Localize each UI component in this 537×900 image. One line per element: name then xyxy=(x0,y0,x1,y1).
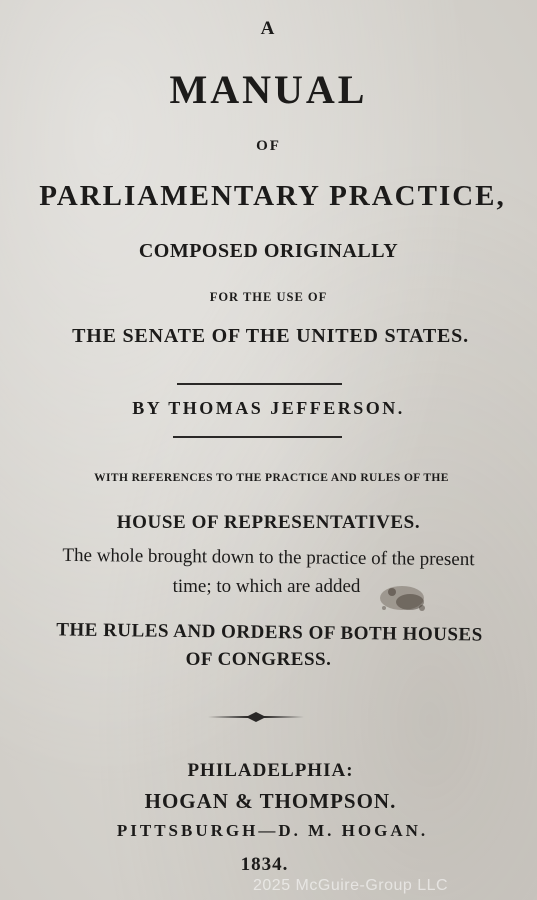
composed-line: COMPOSED ORIGINALLY xyxy=(138,240,399,262)
imprint-branch: PITTSBURGH—D. M. HOGAN. xyxy=(116,821,429,840)
author-line: BY THOMAS JEFFERSON. xyxy=(132,398,405,418)
foxing-stain xyxy=(372,578,442,622)
book-title: MANUAL xyxy=(169,67,368,112)
for-use-line: FOR THE USE OF xyxy=(209,290,328,304)
watermark: 2025 McGuire-Group LLC xyxy=(253,877,449,894)
book-subject: PARLIAMENTARY PRACTICE, xyxy=(39,180,506,212)
title-of: OF xyxy=(256,138,281,154)
imprint-city: PHILADELPHIA: xyxy=(187,760,354,781)
description-line-1: The whole brought down to the practice of the present xyxy=(62,544,475,571)
rules-line-2: OF CONGRESS. xyxy=(185,649,332,670)
description-line-2: time; to which are added xyxy=(172,576,361,597)
house-line: HOUSE OF REPRESENTATIVES. xyxy=(116,512,421,533)
ornamental-rule-icon xyxy=(208,708,304,726)
imprint-publisher: HOGAN & THOMPSON. xyxy=(144,789,397,813)
divider-rule-top xyxy=(177,383,342,385)
rules-line-1: THE RULES AND ORDERS OF BOTH HOUSES xyxy=(56,619,483,646)
divider-rule-bottom xyxy=(173,436,342,438)
title-article: A xyxy=(260,18,277,39)
imprint-year: 1834. xyxy=(240,854,289,875)
references-line: WITH REFERENCES TO THE PRACTICE AND RULES OF THE xyxy=(94,472,449,484)
senate-line: THE SENATE OF THE UNITED STATES. xyxy=(72,325,469,347)
